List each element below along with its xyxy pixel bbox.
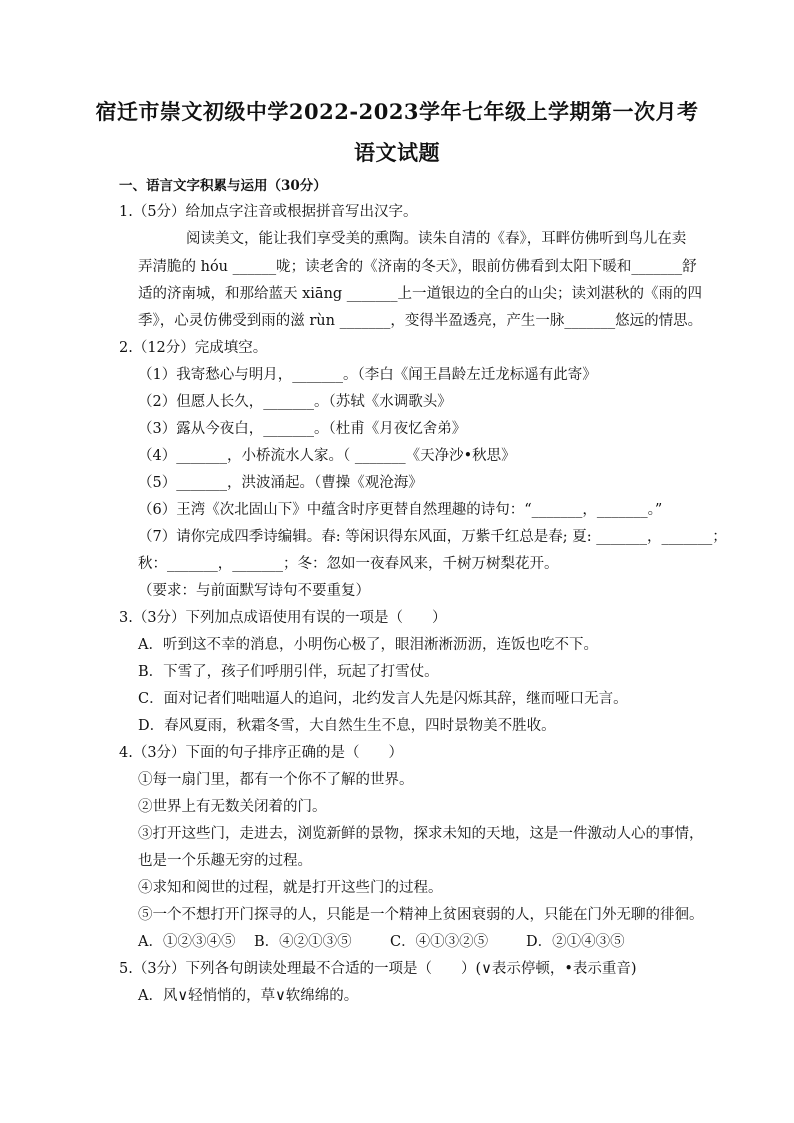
question-4-sentence: ③打开这些门，走进去，浏览新鲜的景物，探求未知的天地，这是一件激动人心的事情，	[138, 826, 704, 842]
question-1-passage-line: 弄清脆的 hóu ______咙；读老舍的《济南的冬天》，眼前仿佛看到太阳下暖和_______舒	[138, 259, 697, 275]
question-4-stem: 4.（3分）下面的句子排序正确的是（ ）	[119, 745, 404, 761]
question-2-item: 秋：_______，_______；冬：忽如一夜春风来，千树万树梨花开。	[138, 556, 559, 572]
question-2-stem: 2.（12分）完成填空。	[119, 340, 268, 356]
question-4-sentence: ⑤一个不想打开门探寻的人，只能是一个精神上贫困衰弱的人，只能在门外无聊的徘徊。	[138, 907, 704, 923]
question-5-stem: 5.（3分）下列各句朗读处理最不合适的一项是（ ）(∨表示停顿，•表示重音)	[119, 961, 637, 977]
exam-subtitle: 语文试题	[354, 140, 440, 165]
question-1-passage-line: 阅读美文，能让我们享受美的熏陶。读朱自清的《春》，耳畔仿佛听到鸟儿在卖	[186, 231, 687, 247]
question-4-option-a: A．①②③④⑤	[138, 934, 236, 950]
question-4-option-b: B．④②①③⑤	[254, 934, 352, 950]
question-2-item: （3）露从今夜白，_______。（杜甫《月夜忆舍弟》	[138, 421, 467, 437]
question-2-item: （2）但愿人长久，_______。（苏轼《水调歌头》	[138, 394, 452, 410]
question-4-option-c: C．④①③②⑤	[390, 934, 489, 950]
question-3-option-b: B．下雪了，孩子们呼朋引伴，玩起了打雪仗。	[138, 664, 439, 680]
question-1-passage-line: 季》，心灵仿佛受到雨的滋 rùn _______，变得半盈透亮，产生一脉_______悠远的情思。	[138, 313, 703, 329]
question-3-option-d: D．春风夏雨，秋霜冬雪，大自然生生不息，四时景物美不胜收。	[138, 718, 556, 734]
question-3-option-a: A．听到这不幸的消息，小明伤心极了，眼泪淅淅沥沥，连饭也吃不下。	[138, 637, 598, 653]
question-2-item: （5）_______，洪波涌起。（曹操《观沧海》	[138, 475, 423, 491]
question-2-item: （6）王湾《次北固山下》中蕴含时序更替自然理趣的诗句：“_______，_______。”	[138, 502, 663, 518]
question-5-option-a: A．风∨轻悄悄的，草∨软绵绵的。	[138, 988, 359, 1004]
question-4-sentence: ②世界上有无数关闭着的门。	[138, 799, 327, 815]
question-2-item: （1）我寄愁心与明月，_______。（李白《闻王昌龄左迁龙标遥有此寄》	[138, 367, 597, 383]
question-4-sentence: ④求知和阅世的过程，就是打开这些门的过程。	[138, 880, 443, 896]
question-4-sentence: ①每一扇门里，都有一个你不了解的世界。	[138, 772, 414, 788]
question-1-stem: 1.（5分）给加点字注音或根据拼音写出汉字。	[119, 204, 418, 220]
question-2-requirement: （要求：与前面默写诗句不要重复）	[138, 583, 370, 599]
question-2-item: （7）请你完成四季诗编辑。春: 等闲识得东风面，万紫千红总是春; 夏: _______，_______；	[138, 529, 727, 545]
question-4-sentence: 也是一个乐趣无穷的过程。	[138, 853, 312, 869]
question-1-passage-line: 适的济南城，和那给蓝天 xiāng _______上一道银边的全白的山尖；读刘湛秋的《雨的四	[138, 286, 703, 302]
question-4-option-d: D．②①④③⑤	[526, 934, 625, 950]
section-heading: 一、语言文字积累与运用（30分）	[119, 178, 327, 194]
question-4-options	[138, 933, 625, 951]
question-3-option-c: C．面对记者们咄咄逼人的追问，北约发言人先是闪烁其辞，继而哑口无言。	[138, 691, 628, 707]
exam-title: 宿迁市崇文初级中学2022-2023学年七年级上学期第一次月考	[95, 99, 699, 124]
question-3-stem: 3.（3分）下列加点成语使用有误的一项是（ ）	[119, 610, 447, 626]
question-2-item: （4）_______，小桥流水人家。（ _______《天净沙•秋思》	[138, 448, 516, 464]
